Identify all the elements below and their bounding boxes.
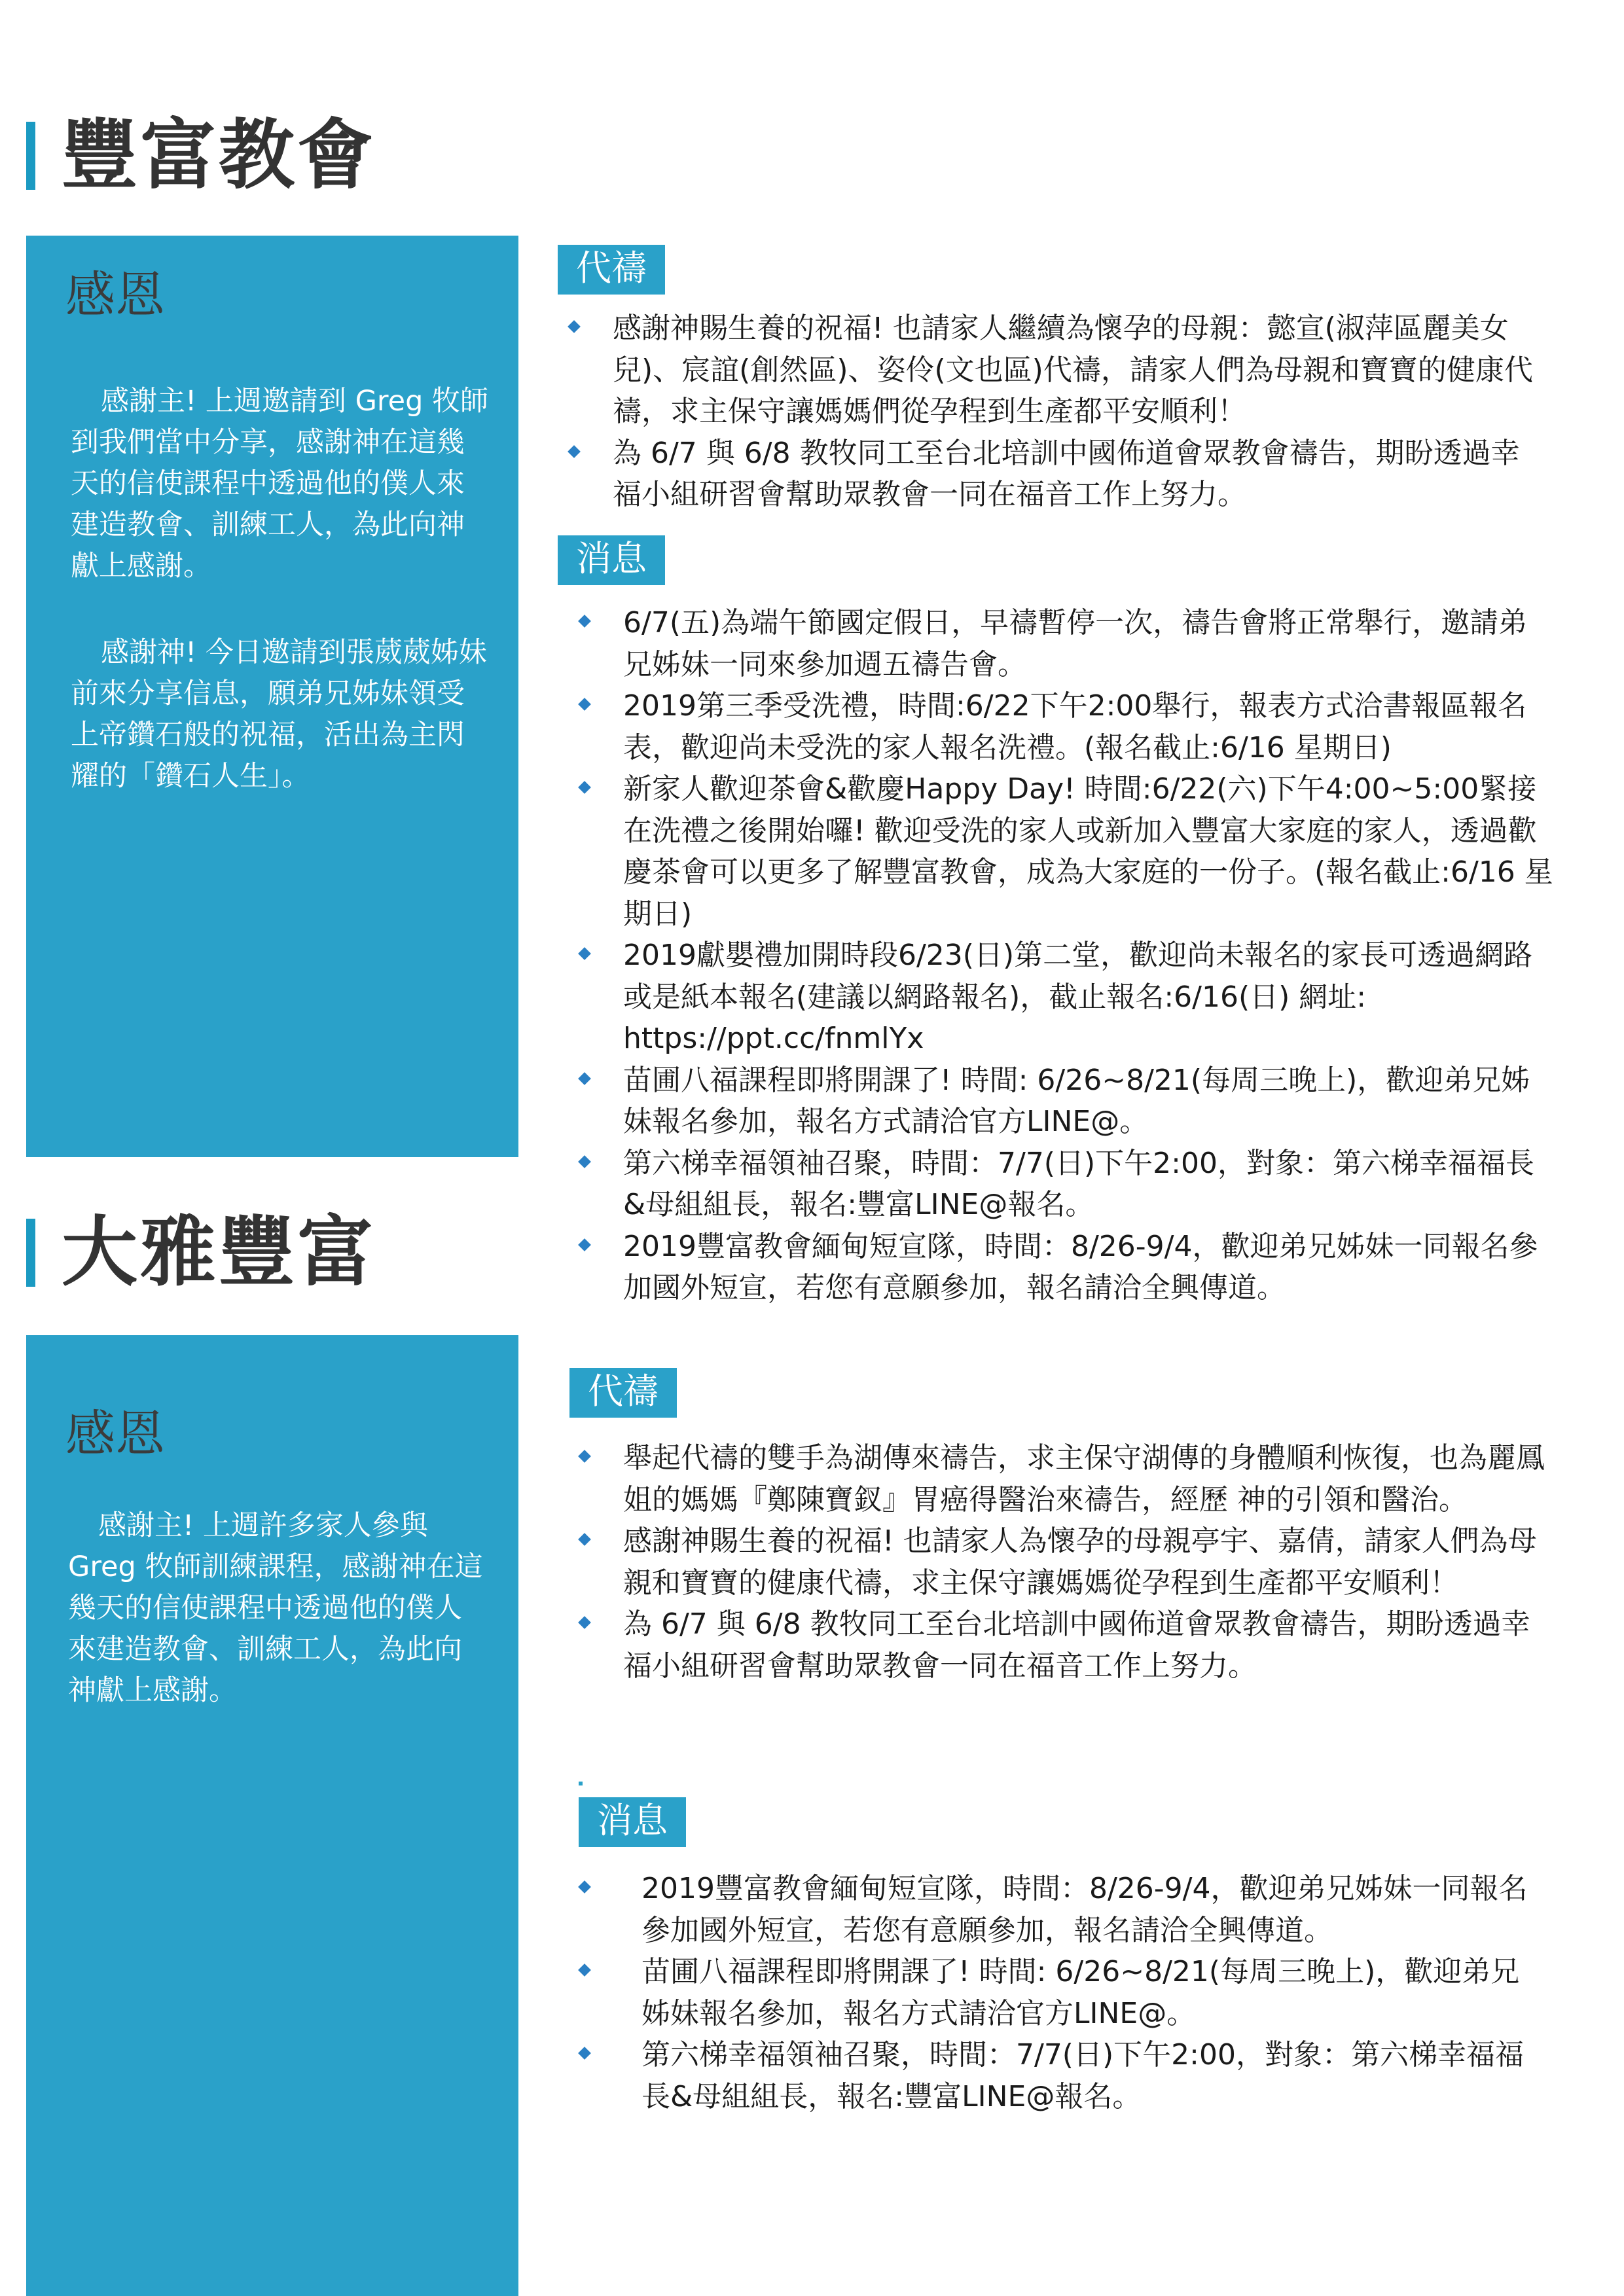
thanks-heading: 感恩 [65,1405,165,1463]
bullet-diamond-icon [578,1616,591,1629]
list-item: 感謝神賜生養的祝福! 也請家人繼續為懷孕的母親：懿宣(淑萍區麗美女兒)、宸誼(創然區)、姿伶(文也區)代禱，請家人們為母親和寶寶的健康代禱，求主保守讓媽媽們從孕程到生產都平安順利！ [558,308,1540,433]
title-accent-bar [26,122,35,190]
list-item: 2019第三季受洗禮，時間:6/22下午2:00舉行，報表方式洽書報區報名表，歡迎尚未受洗的家人報名洗禮。(報名截止:6/16 星期日) [568,685,1555,768]
prayer-list-1 [558,308,1540,516]
bullet-diamond-icon [578,1238,591,1251]
list-item: 苗圃八福課程即將開課了! 時間: 6/26~8/21(每周三晚上)，歡迎弟兄姊妹報名參加，報名方式請洽官方LINE@。 [568,1060,1555,1143]
bullet-diamond-icon [578,1533,591,1546]
news-list-2 [568,1868,1537,2117]
bullet-diamond-icon [578,2047,591,2060]
bullet-diamond-icon [578,1964,591,1977]
bullet-diamond-icon [578,781,591,794]
section-title-2 [26,1208,376,1297]
thanks-paragraph: 感謝神! 今日邀請到張葳葳姊妹前來分享信息，願弟兄姊妹領受上帝鑽石般的祝福，活出為主閃耀的「鑽石人生」。 [71,636,487,793]
title-accent-bar [26,1219,35,1287]
bullet-diamond-icon [578,1450,591,1463]
news-label: 消息 [579,1797,686,1847]
list-item: 2019豐富教會緬甸短宣隊，時間：8/26-9/4，歡迎弟兄姊妹一同報名參加國外短宣，若您有意願參加，報名請洽全興傳道。 [568,1226,1555,1309]
thanks-panel-2 [26,1335,518,2296]
list-item: 苗圃八福課程即將開課了! 時間: 6/26~8/21(每周三晚上)，歡迎弟兄姊妹報名參加，報名方式請洽官方LINE@。 [568,1951,1537,2034]
list-item: 為 6/7 與 6/8 教牧同工至台北培訓中國佈道會眾教會禱告，期盼透過幸福小組研習會幫助眾教會一同在福音工作上努力。 [568,1604,1550,1687]
bullet-diamond-icon [578,1880,591,1893]
thanks-paragraph: 感謝主! 上週許多家人參與 Greg 牧師訓練課程，感謝神在這幾天的信使課程中透過他的僕人來建造教會、訓練工人，為此向神獻上感謝。 [68,1509,483,1707]
list-item: 感謝神賜生養的祝福! 也請家人為懷孕的母親亭宇、嘉倩，請家人們為母親和寶寶的健康代禱，求主保守讓媽媽從孕程到生產都平安順利！ [568,1520,1550,1604]
list-item: 2019獻嬰禮加開時段6/23(日)第二堂，歡迎尚未報名的家長可透過網路或是紙本報名(建議以網路報名)，截止報名:6/16(日) 網址: https://ppt.cc/fnmlYx [568,935,1555,1060]
bullet-diamond-icon [568,445,581,458]
bullet-diamond-icon [578,698,591,711]
bullet-diamond-icon [578,1155,591,1168]
page-title: 豐富教會 [62,111,376,200]
section-title: 大雅豐富 [62,1208,376,1297]
prayer-label: 代禱 [558,245,665,295]
list-item: 第六梯幸福領袖召聚，時間：7/7(日)下午2:00，對象：第六梯幸福福長&母組組長，報名:豐富LINE@報名。 [568,1143,1555,1226]
bullet-diamond-icon [578,1072,591,1085]
prayer-list-2 [568,1437,1550,1687]
thanks-panel-1 [26,236,518,1157]
bullet-diamond-icon [568,320,581,333]
thanks-paragraph: 感謝主! 上週邀請到 Greg 牧師到我們當中分享，感謝神在這幾天的信使課程中透過他的僕人來建造教會、訓練工人，為此向神獻上感謝。 [71,385,489,583]
list-item: 第六梯幸福領袖召聚，時間：7/7(日)下午2:00，對象：第六梯幸福福長&母組組長，報名:豐富LINE@報名。 [568,2034,1537,2117]
news-list-1 [568,602,1555,1309]
bullet-diamond-icon [578,615,591,628]
news-label: 消息 [558,535,665,585]
section-title-1 [26,111,376,200]
bullet-diamond-icon [578,947,591,960]
prayer-label: 代禱 [569,1368,677,1418]
list-item: 舉起代禱的雙手為湖傳來禱告，求主保守湖傳的身體順利恢復，也為麗鳳姐的媽媽『鄭陳寶釵』胃癌得醫治來禱告，經歷 神的引領和醫治。 [568,1437,1550,1520]
list-item: 為 6/7 與 6/8 教牧同工至台北培訓中國佈道會眾教會禱告，期盼透過幸福小組研習會幫助眾教會一同在福音工作上努力。 [558,433,1540,516]
small-dot [579,1782,583,1785]
list-item: 2019豐富教會緬甸短宣隊，時間：8/26-9/4，歡迎弟兄姊妹一同報名參加國外短宣，若您有意願參加，報名請洽全興傳道。 [568,1868,1537,1951]
list-item: 新家人歡迎茶會&歡慶Happy Day! 時間:6/22(六)下午4:00~5:00緊接在洗禮之後開始囉! 歡迎受洗的家人或新加入豐富大家庭的家人，透過歡慶茶會可以更多了解豐富教會，成為大家庭的一份子。(報名截止:6/16 星期日) [568,768,1555,935]
thanks-heading: 感恩 [65,266,165,324]
list-item: 6/7(五)為端午節國定假日，早禱暫停一次，禱告會將正常舉行，邀請弟兄姊妹一同來參加週五禱告會。 [568,602,1555,685]
